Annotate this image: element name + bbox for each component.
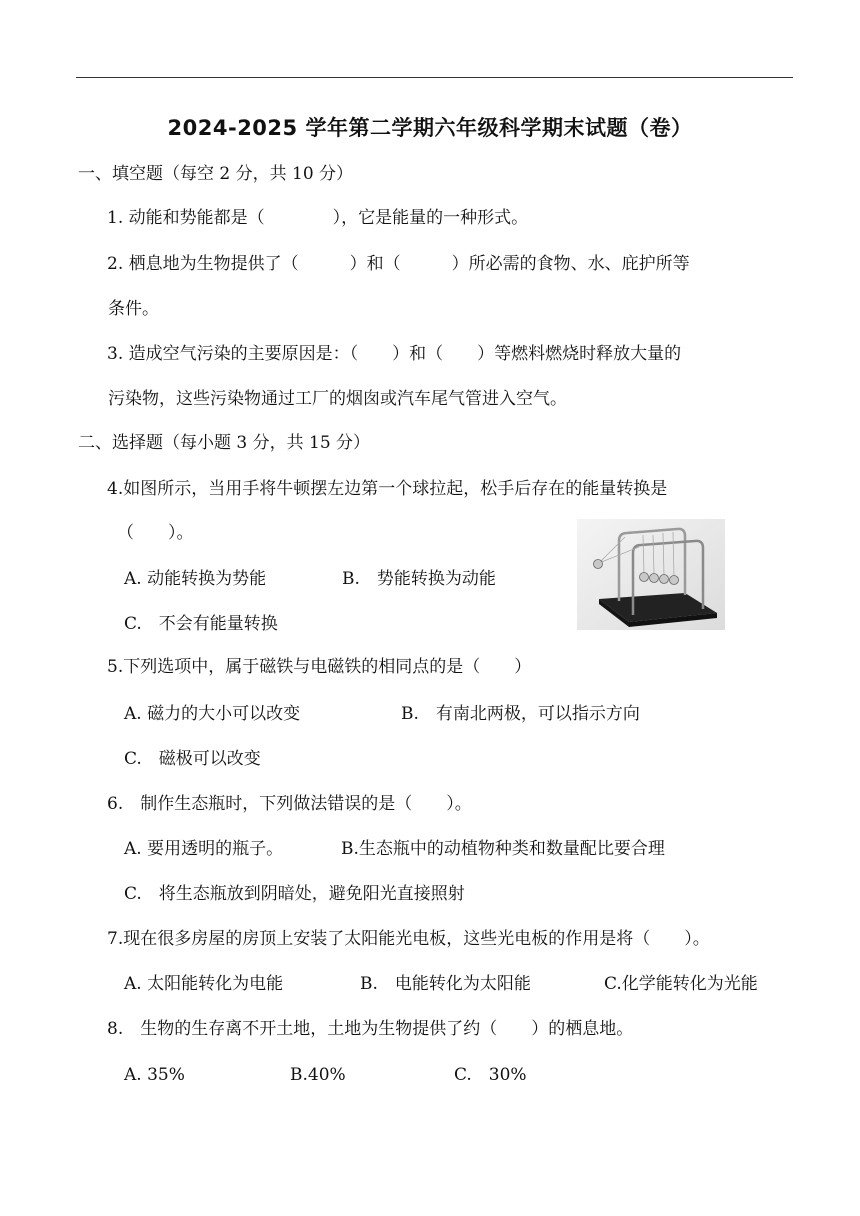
- question-6-option-c: C. 将生态瓶放到阴暗处，避免阳光直接照射: [124, 884, 465, 904]
- question-7-options: [124, 972, 758, 996]
- question-4-options: [124, 567, 496, 591]
- question-4-option-b: B. 势能转换为动能: [342, 569, 496, 589]
- question-6-option-a: A. 要用透明的瓶子。: [124, 839, 284, 859]
- question-7-option-a: A. 太阳能转化为电能: [124, 974, 284, 994]
- question-8-option-b: B.40%: [290, 1065, 346, 1085]
- question-4-option-c: C. 不会有能量转换: [124, 614, 278, 634]
- question-7-stem: 7.现在很多房屋的房顶上安装了太阳能光电板，这些光电板的作用是将（ ）。: [107, 929, 710, 949]
- question-4-option-a: A. 动能转换为势能: [124, 569, 267, 589]
- header-rule: [76, 77, 793, 78]
- question-8-stem: 8. 生物的生存离不开土地，土地为生物提供了约（ ）的栖息地。: [107, 1019, 634, 1039]
- question-2-line1: 2. 栖息地为生物提供了（ ）和（ ）所必需的食物、水、庇护所等: [107, 254, 690, 274]
- question-5-option-a: A. 磁力的大小可以改变: [124, 704, 301, 724]
- section1-heading: 一、填空题（每空 2 分，共 10 分）: [78, 164, 354, 184]
- question-8-option-c: C. 30%: [454, 1065, 527, 1085]
- section2-heading: 二、选择题（每小题 3 分，共 15 分）: [78, 433, 371, 453]
- question-3-line1: 3. 造成空气污染的主要原因是：（ ）和（ ）等燃料燃烧时释放大量的: [107, 344, 682, 364]
- question-7-option-b: B. 电能转化为太阳能: [360, 974, 531, 994]
- question-3-line2: 污染物，这些污染物通过工厂的烟囱或汽车尾气管进入空气。: [108, 389, 567, 409]
- question-4-blank: （ ）。: [117, 523, 194, 543]
- question-5-options: [124, 702, 640, 726]
- question-5-option-c: C. 磁极可以改变: [124, 749, 261, 769]
- question-6-option-b: B.生态瓶中的动植物种类和数量配比要合理: [341, 839, 665, 859]
- newtons-cradle-photo-icon: [577, 519, 725, 630]
- question-4-stem: 4.如图所示，当用手将牛顿摆左边第一个球拉起，松手后存在的能量转换是: [107, 479, 668, 499]
- question-6-stem: 6. 制作生态瓶时，下列做法错误的是（ ）。: [107, 794, 472, 814]
- question-8-option-a: A. 35%: [124, 1065, 185, 1085]
- question-8-options: [124, 1063, 527, 1087]
- question-5-stem: 5.下列选项中，属于磁铁与电磁铁的相同点的是（ ）: [107, 657, 532, 677]
- question-1: 1. 动能和势能都是（ ），它是能量的一种形式。: [107, 208, 529, 228]
- page-title: 2024-2025 学年第二学期六年级科学期末试题（卷）: [167, 116, 693, 140]
- question-2-line2: 条件。: [108, 299, 159, 319]
- question-7-option-c: C.化学能转化为光能: [604, 974, 758, 994]
- question-6-options: [124, 837, 665, 861]
- question-5-option-b: B. 有南北两极，可以指示方向: [401, 704, 640, 724]
